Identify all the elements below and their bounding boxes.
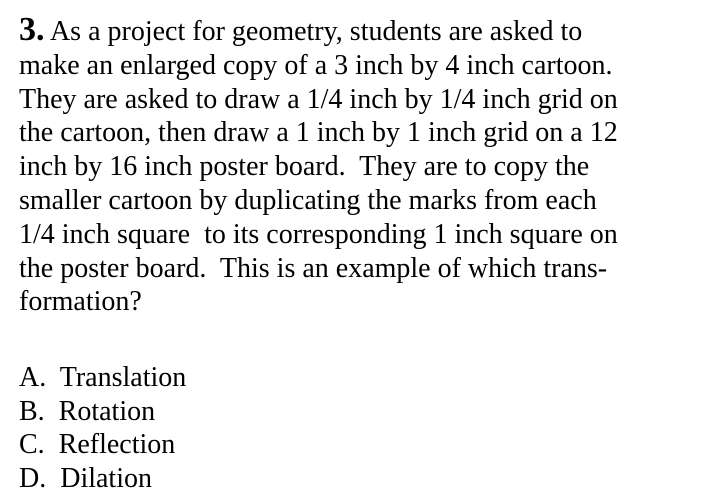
question-number: 3. bbox=[19, 11, 45, 48]
question-line-9: formation? bbox=[19, 286, 142, 318]
choice-c: C. Reflection bbox=[19, 429, 176, 461]
question-text bbox=[19, 13, 709, 319]
question-line-8: the poster board. This is an example of which trans- bbox=[19, 252, 608, 284]
question-line-4: the cartoon, then draw a 1 inch by 1 inch grid on a 12 bbox=[19, 117, 618, 149]
question-line-7: 1/4 inch square to its corresponding 1 inch square on bbox=[19, 218, 618, 250]
choice-a: A. Translation bbox=[19, 362, 187, 393]
choice-d: D. Dilation bbox=[19, 462, 152, 494]
question-line-2: make an enlarged copy of a 3 inch by 4 inch cartoon. bbox=[19, 49, 613, 81]
question-line-3: They are asked to draw a 1/4 inch by 1/4 inch grid on bbox=[19, 83, 618, 115]
choice-b: B. Rotation bbox=[19, 395, 156, 427]
question-line-1 bbox=[19, 13, 709, 49]
question-line-1-text: As a project for geometry, students are asked to bbox=[44, 16, 583, 47]
question-line-6: smaller cartoon by duplicating the marks from each bbox=[19, 184, 597, 216]
answer-choices bbox=[19, 361, 419, 495]
question-line-5: inch by 16 inch poster board. They are to copy the bbox=[19, 151, 590, 183]
